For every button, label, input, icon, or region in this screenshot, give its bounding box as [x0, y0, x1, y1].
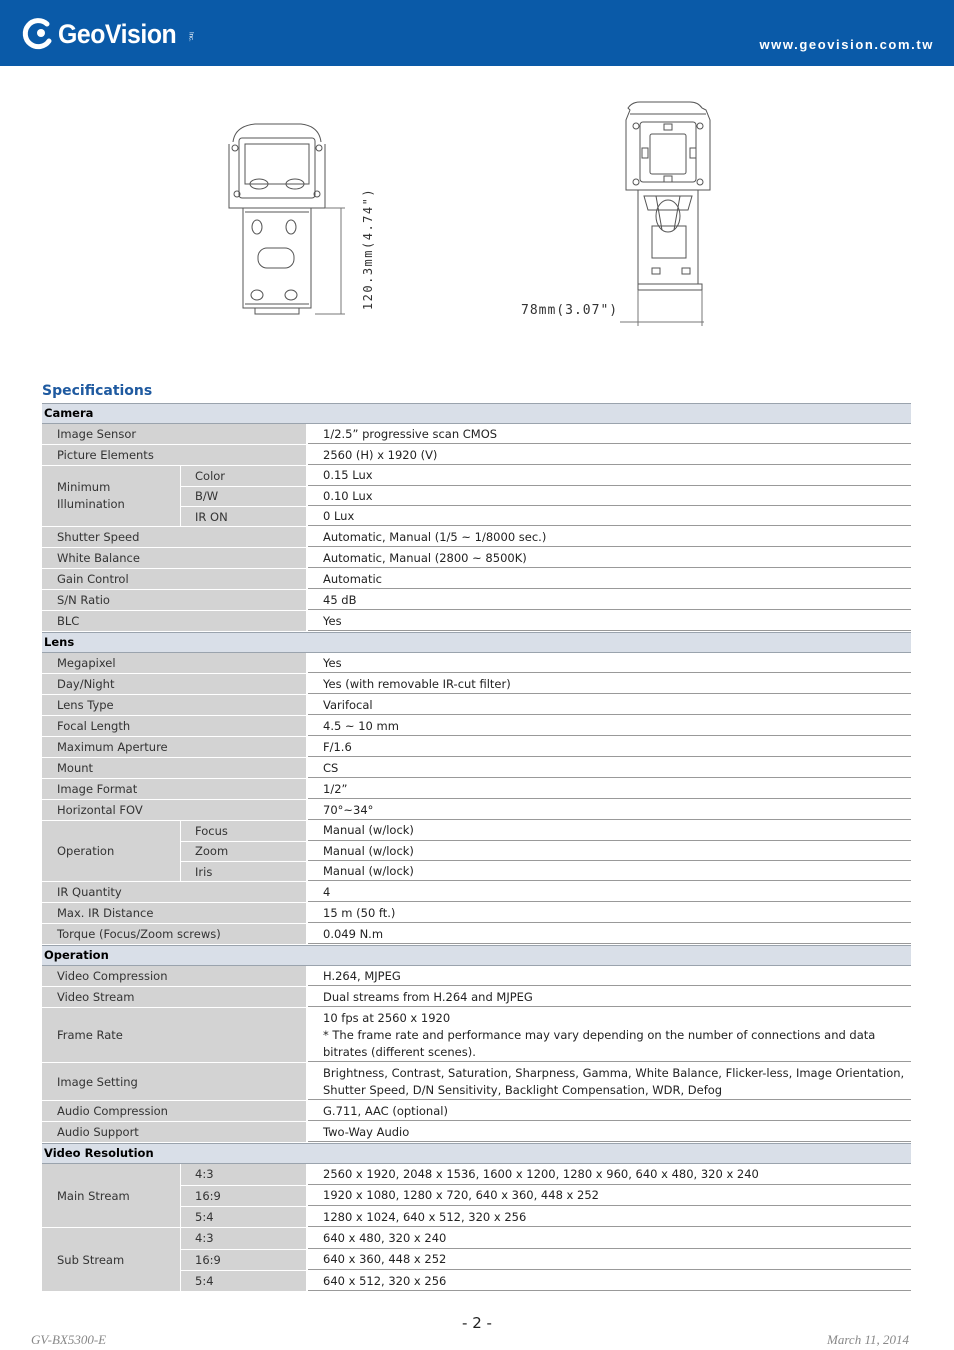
spec-value: 15 m (50 ft.) [308, 903, 911, 923]
spec-sublabel: 4:3 [180, 1228, 306, 1249]
spec-sublabel: 5:4 [180, 1271, 306, 1291]
spec-value: Yes [308, 653, 911, 673]
spec-label: Picture Elements [42, 445, 306, 465]
spec-value: 1280 x 1024, 640 x 512, 320 x 256 [308, 1207, 911, 1227]
table-row [42, 1008, 911, 1063]
spec-label: Gain Control [42, 569, 306, 589]
section-operation: Operation [42, 945, 911, 966]
spec-sublabel: 5:4 [180, 1207, 306, 1227]
spec-label: Torque (Focus/Zoom screws) [42, 924, 306, 944]
side-view-drawing [610, 100, 720, 330]
table-row [42, 653, 911, 674]
spec-value: CS [308, 758, 911, 778]
spec-sublabel: Color [180, 466, 306, 486]
spec-value: 640 x 360, 448 x 252 [308, 1250, 911, 1271]
table-row [42, 611, 911, 632]
table-row [42, 1122, 911, 1143]
spec-value: 640 x 512, 320 x 256 [308, 1271, 911, 1291]
frame-rate-note: * The frame rate and performance may vary depending on the number of connections and data bitrates (different scenes). [323, 1028, 876, 1059]
spec-label: Image Sensor [42, 424, 306, 444]
spec-label: Horizontal FOV [42, 800, 306, 820]
height-dimension-label: 120.3mm(4.74") [361, 187, 375, 311]
frame-rate-line: 10 fps at 2560 x 1920 [323, 1011, 451, 1025]
width-dimension-label: 78mm(3.07") [521, 303, 619, 318]
spec-value: 0 Lux [308, 507, 911, 526]
table-row [42, 674, 911, 695]
section-video-resolution: Video Resolution [42, 1143, 911, 1164]
spec-label: Video Compression [42, 966, 306, 986]
spec-value: 0.049 N.m [308, 924, 911, 944]
spec-value: G.711, AAC (optional) [308, 1101, 911, 1121]
spec-label: BLC [42, 611, 306, 631]
spec-label: Image Setting [42, 1063, 306, 1100]
spec-label: Audio Support [42, 1122, 306, 1142]
document-date: March 11, 2014 [827, 1332, 909, 1347]
spec-label: IR Quantity [42, 882, 306, 902]
spec-label: Shutter Speed [42, 527, 306, 547]
spec-label: Lens Type [42, 695, 306, 715]
spec-sublabel: B/W [180, 487, 306, 507]
spec-label: Megapixel [42, 653, 306, 673]
spec-sublabel: Zoom [180, 842, 306, 862]
spec-label: Minimum Illumination [42, 466, 180, 526]
spec-value: 0.10 Lux [308, 487, 911, 507]
table-row [42, 1101, 911, 1122]
table-row [42, 695, 911, 716]
table-row [42, 590, 911, 611]
spec-label: S/N Ratio [42, 590, 306, 610]
table-row [42, 716, 911, 737]
spec-label: Image Format [42, 779, 306, 799]
spec-value: Automatic, Manual (1/5 ~ 1/8000 sec.) [308, 527, 911, 547]
spec-value: Yes (with removable IR-cut filter) [308, 674, 911, 694]
spec-label: Video Stream [42, 987, 306, 1007]
spec-sublabel: Focus [180, 821, 306, 841]
spec-value: 1920 x 1080, 1280 x 720, 640 x 360, 448 x 252 [308, 1186, 911, 1207]
spec-value: 1/2” [308, 779, 911, 799]
header-bar [0, 0, 954, 66]
spec-label: Mount [42, 758, 306, 778]
table-row [42, 466, 911, 527]
spec-label: Maximum Aperture [42, 737, 306, 757]
table-row [42, 821, 911, 882]
spec-label: Day/Night [42, 674, 306, 694]
spec-value [308, 1008, 911, 1062]
specifications-table [42, 403, 911, 1292]
spec-value: Manual (w/lock) [308, 821, 911, 841]
spec-value: Manual (w/lock) [308, 842, 911, 862]
brand-name: GeoVision [58, 18, 177, 49]
spec-value: Dual streams from H.264 and MJPEG [308, 987, 911, 1007]
geovision-logo [20, 14, 194, 54]
table-row [42, 548, 911, 569]
spec-value: H.264, MJPEG [308, 966, 911, 986]
table-row [42, 987, 911, 1008]
brand-inc: Inc. [187, 32, 194, 42]
spec-value: 640 x 480, 320 x 240 [308, 1228, 911, 1249]
table-row [42, 424, 911, 445]
table-row [42, 903, 911, 924]
spec-value: Brightness, Contrast, Saturation, Sharpness, Gamma, White Balance, Flicker-less, Image Orientation, Shutter Speed, D/N Sensitivity, Backlight Compensation, WDR, Defog [308, 1063, 911, 1100]
spec-value: 45 dB [308, 590, 911, 610]
spec-label: White Balance [42, 548, 306, 568]
table-row [42, 882, 911, 903]
table-row [42, 737, 911, 758]
table-row [42, 779, 911, 800]
spec-value: Automatic, Manual (2800 ~ 8500K) [308, 548, 911, 568]
spec-value: Two-Way Audio [308, 1122, 911, 1142]
spec-value: Yes [308, 611, 911, 631]
page-number: - 2 - [462, 1314, 492, 1332]
table-row [42, 445, 911, 466]
table-row [42, 966, 911, 987]
spec-value: 2560 x 1920, 2048 x 1536, 1600 x 1200, 1280 x 960, 640 x 480, 320 x 240 [308, 1164, 911, 1185]
geovision-mark-icon [20, 17, 54, 51]
spec-sublabel: Iris [180, 862, 306, 881]
table-row [42, 1228, 911, 1292]
spec-value: 4.5 ~ 10 mm [308, 716, 911, 736]
spec-label: Focal Length [42, 716, 306, 736]
spec-value: 70°~34° [308, 800, 911, 820]
section-lens: Lens [42, 632, 911, 653]
table-row [42, 569, 911, 590]
specifications-heading: Specifications [42, 383, 153, 399]
spec-label: Audio Compression [42, 1101, 306, 1121]
table-row [42, 800, 911, 821]
table-row [42, 758, 911, 779]
table-row [42, 924, 911, 945]
spec-value: Automatic [308, 569, 911, 589]
spec-label: Max. IR Distance [42, 903, 306, 923]
spec-value: Manual (w/lock) [308, 862, 911, 881]
spec-label: Sub Stream [42, 1228, 180, 1291]
spec-value: 1/2.5” progressive scan CMOS [308, 424, 911, 444]
spec-value: Varifocal [308, 695, 911, 715]
model-number: GV-BX5300-E [31, 1332, 107, 1347]
table-row [42, 527, 911, 548]
spec-sublabel: 16:9 [180, 1186, 306, 1207]
spec-label: Main Stream [42, 1164, 180, 1227]
table-row [42, 1164, 911, 1228]
spec-value: 0.15 Lux [308, 466, 911, 486]
spec-sublabel: 16:9 [180, 1250, 306, 1271]
spec-value: 4 [308, 882, 911, 902]
spec-value: 2560 (H) x 1920 (V) [308, 445, 911, 465]
website-url[interactable]: www.geovision.com.tw [759, 37, 934, 52]
spec-sublabel: 4:3 [180, 1164, 306, 1185]
spec-label: Operation [42, 821, 180, 881]
spec-value: F/1.6 [308, 737, 911, 757]
spec-label: Frame Rate [42, 1008, 306, 1062]
spec-sublabel: IR ON [180, 507, 306, 526]
table-row [42, 1063, 911, 1101]
section-camera: Camera [42, 403, 911, 424]
